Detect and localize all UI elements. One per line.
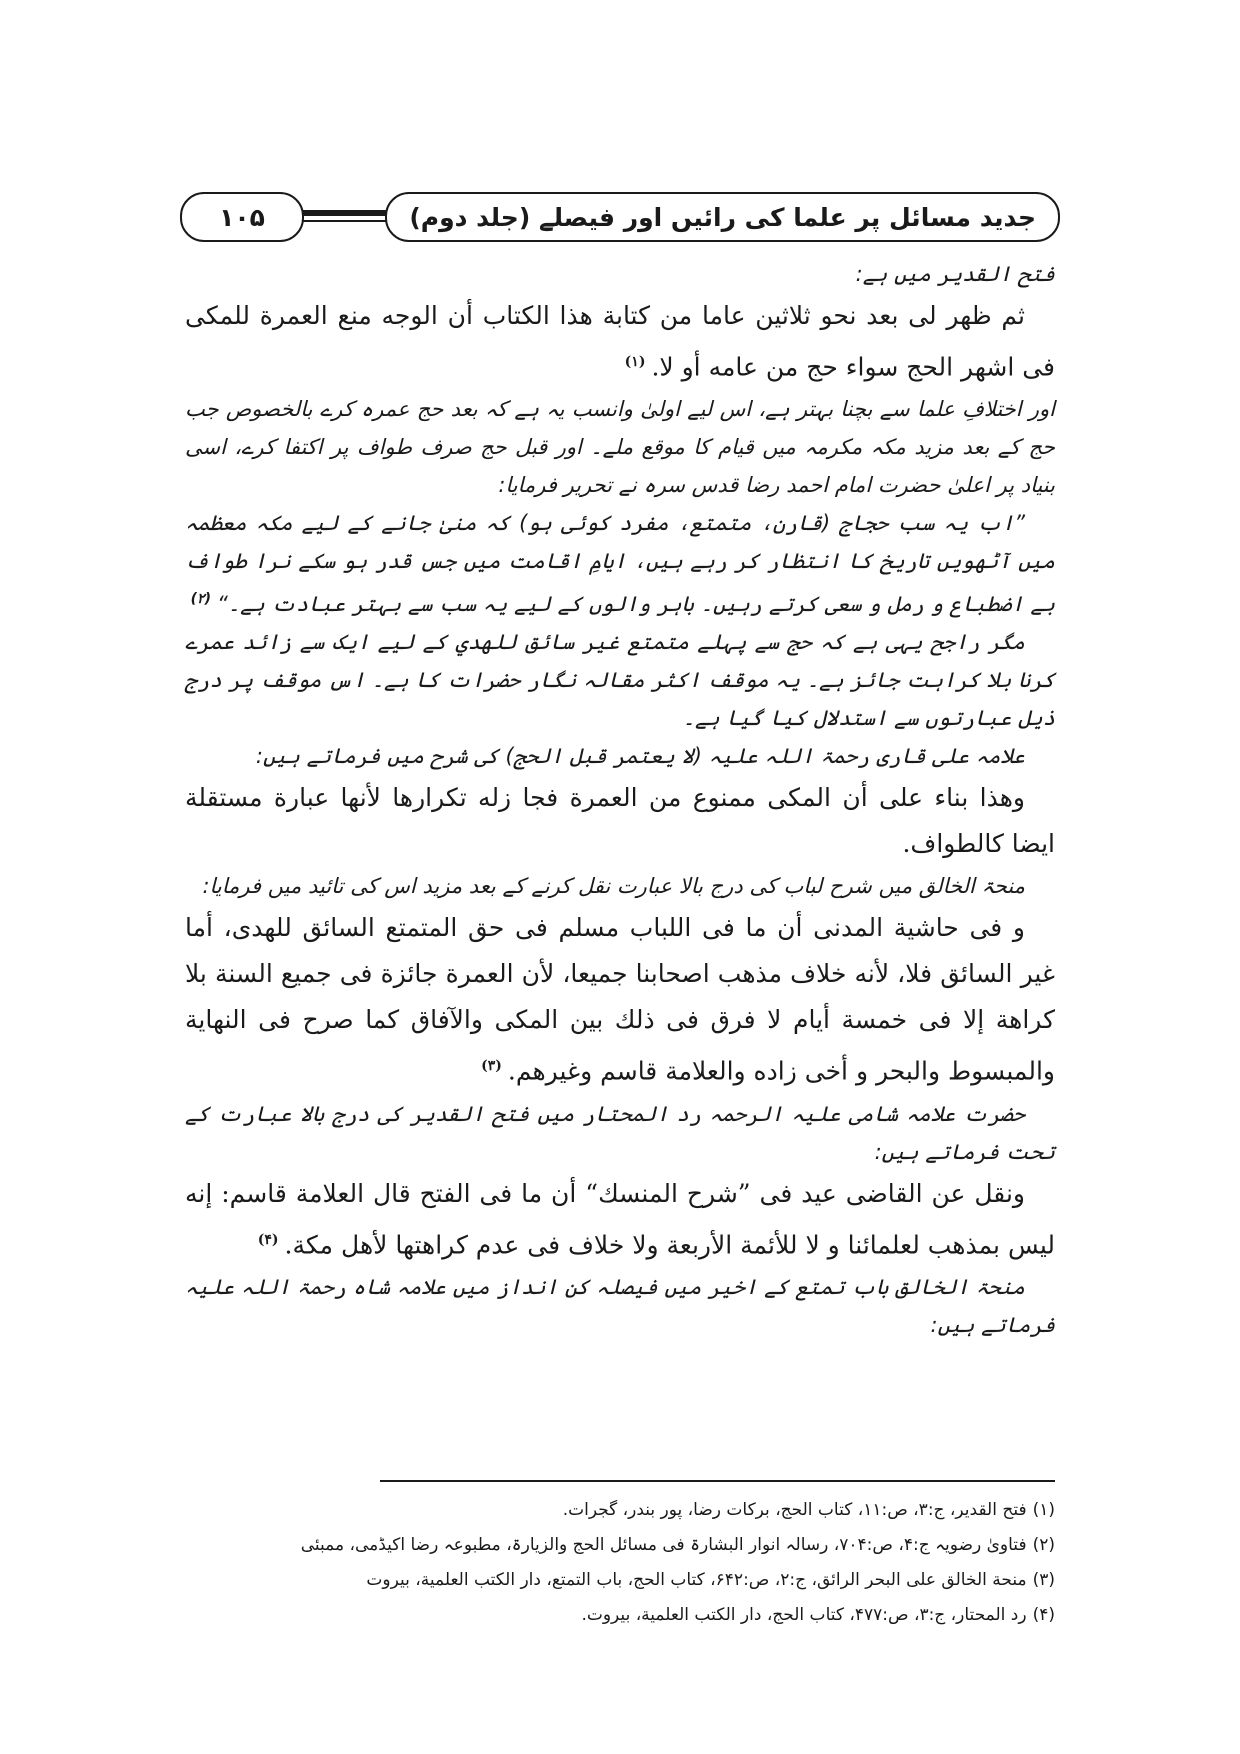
footnote: (۳)منحة الخالق علی البحر الرائق، ج:۲، ص:۶۴۲، کتاب الحج، باب التمتع، دار الکتب العلمية، بیروت xyxy=(366,1570,1055,1590)
footnote: (۲)فتاویٰ رضویہ ج:۴، ص:۷۰۴، رسالہ انوار البشارۃ فی مسائل الحج والزیارۃ، مطبوعہ رضا اکیڈمی، ممبئی xyxy=(300,1535,1055,1555)
footnote-divider xyxy=(380,1480,1055,1482)
paragraph: حضرت علامہ شامی علیہ الرحمہ رد المحتار میں فتح القدیر کی درج بالا عبارت کے تحت فرماتے ہیں: xyxy=(185,1101,1055,1164)
arabic-quote: ثم ظهر لی بعد نحو ثلاثین عاما من کتابة هذا الکتاب أن الوجه منع العمرة للمکی فی اشهر الحج سواء حج من عامه أو لا.$^{(۱)}$ xyxy=(185,301,1055,382)
footnote-ref: (۲) xyxy=(190,591,211,608)
paragraph: مگر راجح یہی ہے کہ حج سے پہلے متمتع غیر سائق للهدي کے لیے ایک سے زائد عمرے کرنا بلا کراہت جائز ہے۔ یہ موقف اکثر مقالہ نگار حضرات کا ہے۔ اس موقف پر درج ذیل عبارتوں سے استدلال کیا گیا ہے۔ xyxy=(185,630,1055,731)
footnote-ref: (۴) xyxy=(257,1231,279,1248)
paragraph: اور اختلافِ علما سے بچنا بہتر ہے، اس لیے اولیٰ وانسب یہ ہے کہ بعد حج عمرہ کرے بالخصوص جب حج کے بعد مزید مکہ مکرمہ میں قیام کا موقع ملے۔ اور قبل حج صرف طواف پر اکتفا کرے، اسی بنیاد پر اعلیٰ حضرت امام احمد رضا قدس سرہ نے تحریر فرمایا: xyxy=(185,397,1055,498)
book-title: جدید مسائل پر علما کی رائیں اور فیصلے (جلد دوم) xyxy=(385,192,1060,242)
main-text xyxy=(185,255,1055,1344)
page-header xyxy=(180,190,1060,246)
footnote: (۴)رد المحتار، ج:۳، ص:۴۷۷، کتاب الحج، دار الکتب العلمية، بیروت. xyxy=(581,1605,1055,1625)
page-number: ۱۰۵ xyxy=(180,192,304,242)
quotation: ”اب یہ سب حجاج (قارن، متمتع، مفرد کوئی ہو) کہ منیٰ جانے کے لیے مکہ معظمہ میں آٹھویں تاریخ کا انتظار کر رہے ہیں، ایامِ اقامت میں جس قدر ہو سکے نرا طواف بے اضطباع و رمل و سعی کرتے رہیں۔ باہر والوں کے لیے یہ سب سے بہتر عبادت ہے۔“$^{(۲)}$ xyxy=(185,511,1055,617)
arabic-quote: ونقل عن القاضی عید فی ”شرح المنسك“ أن ما فی الفتح قال العلامة قاسم: إنه لیس بمذهب لعلمائنا و لا للأئمة الأربعة ولا خلاف فی عدم کراهتها لأهل مکة.$^{(۴)}$ xyxy=(185,1178,1055,1259)
paragraph: منحۃ الخالق باب تمتع کے اخیر میں فیصلہ کن انداز میں علامہ شاہ رحمۃ اللہ علیہ فرماتے ہیں: xyxy=(185,1274,1055,1337)
footnotes xyxy=(185,1493,1055,1633)
arabic-quote: وهذا بناء علی أن المکی ممنوع من العمرة فجا زله تکرارها لأنها عبارة مستقلة ایضا کالطواف. xyxy=(185,783,1055,859)
paragraph: فتح القدیر میں ہے: xyxy=(855,262,1055,286)
footnote-ref: (۱) xyxy=(624,354,646,370)
arabic-quote: و فی حاشیة المدنی أن ما فی اللباب مسلم فی حق المتمتع السائق للهدی، أما غیر السائق فلا، لأنه خلاف مذهب اصحابنا جمیعا، لأن العمرة جائزة فی جمیع السنة بلا کراهة إلا فی خمسة أیام لا فرق فی ذلك بین المکی والآفاق کما صرح فی النهایة والمبسوط والبحر و أخی زاده والعلامة قاسم وغیرهم.$^{(۳)}$ xyxy=(185,913,1055,1086)
paragraph: علامہ علی قاری رحمۃ اللہ علیہ (لا یعتمر قبل الحج) کی شرح میں فرماتے ہیں: xyxy=(255,744,1025,769)
footnote-ref: (۳) xyxy=(481,1058,502,1075)
footnote: (۱)فتح القدیر، ج:۳، ص:۱۱، کتاب الحج، برکات رضا، پور بندر، گجرات. xyxy=(562,1500,1055,1520)
paragraph: منحۃ الخالق میں شرح لباب کی درج بالا عبارت نقل کرنے کے بعد مزید اس کی تائید میں فرمایا: xyxy=(202,874,1025,899)
